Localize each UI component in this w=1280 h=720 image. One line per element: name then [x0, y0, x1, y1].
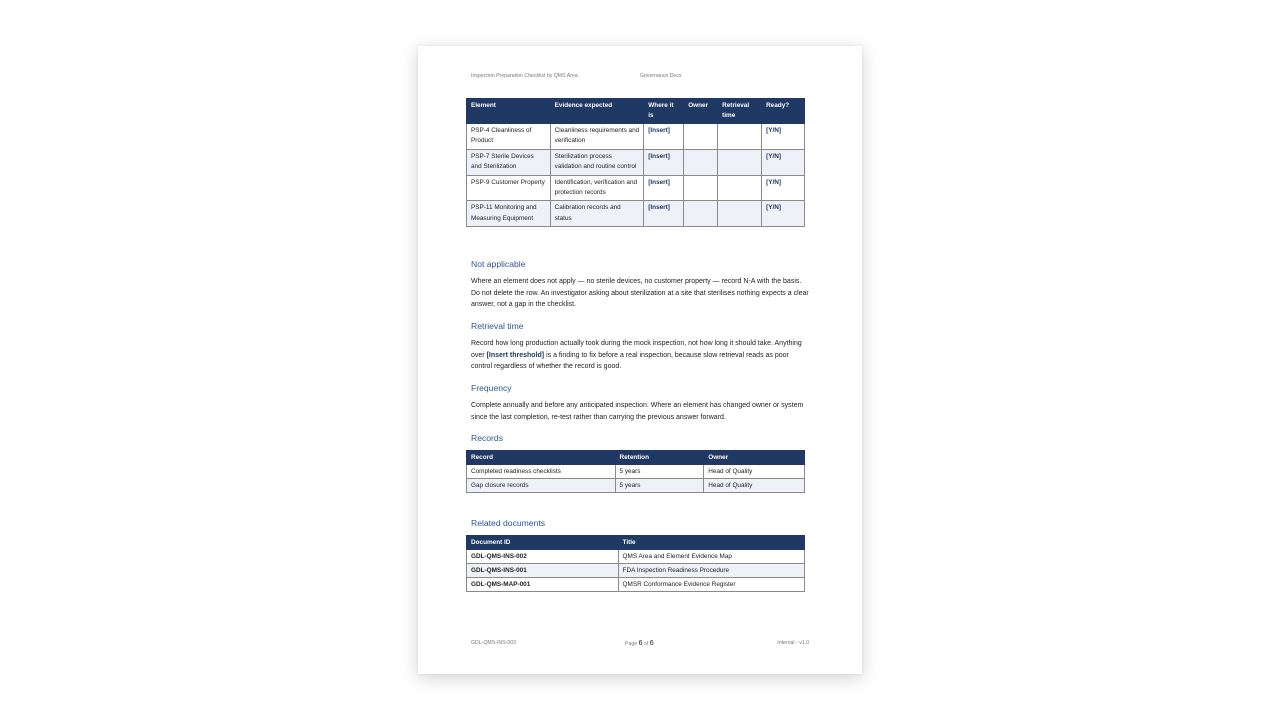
table-row	[467, 124, 805, 150]
document-title-cell: QMS Area and Element Evidence Map	[618, 550, 804, 564]
evidence-cell: Calibration records and status	[550, 201, 644, 227]
document-title-cell: QMSR Conformance Evidence Register	[618, 578, 804, 592]
column-header: Document ID	[467, 536, 619, 550]
document-id-cell: GDL-QMS-MAP-001	[467, 578, 619, 592]
retrieval-cell[interactable]	[718, 124, 762, 150]
owner-cell[interactable]	[684, 149, 718, 175]
retrieval-cell[interactable]	[718, 149, 762, 175]
paragraph-retrieval-time	[471, 338, 811, 373]
checklist-table	[466, 98, 805, 227]
owner-cell[interactable]	[684, 201, 718, 227]
element-cell: PSP-11 Monitoring and Measuring Equipment	[467, 201, 551, 227]
record-cell: Gap closure records	[467, 479, 616, 493]
footer-version: Internal - v1.0	[777, 640, 809, 646]
records-table	[466, 450, 805, 493]
table-header-row	[467, 451, 805, 465]
evidence-cell: Sterilization process validation and routine control	[550, 149, 644, 175]
owner-cell: Head of Quality	[704, 465, 805, 479]
page-total: 6	[649, 640, 654, 647]
ready-placeholder[interactable]: [Y/N]	[762, 175, 805, 201]
record-cell: Completed readiness checklists	[467, 465, 616, 479]
column-header: Where it is	[644, 99, 684, 124]
element-cell: PSP-4 Cleanliness of Product	[467, 124, 551, 150]
where-placeholder[interactable]: [Insert]	[644, 201, 684, 227]
evidence-cell: Cleanliness requirements and verification	[550, 124, 644, 150]
table-row	[467, 201, 805, 227]
header-section: Governance Docs	[640, 73, 682, 79]
table-row	[467, 479, 805, 493]
retrieval-cell[interactable]	[718, 175, 762, 201]
footer-document-id: GDL-QMS-INS-003	[471, 640, 516, 646]
related-documents-table	[466, 535, 805, 592]
element-cell: PSP-9 Customer Property	[467, 175, 551, 201]
threshold-placeholder[interactable]: [Insert threshold]	[486, 351, 545, 359]
element-cell: PSP-7 Sterile Devices and Sterilization	[467, 149, 551, 175]
retrieval-text-start: Record how long production actually took during the mock inspection, not how long it should take. Anything over	[471, 340, 802, 359]
ready-placeholder[interactable]: [Y/N]	[762, 201, 805, 227]
column-header: Owner	[704, 451, 805, 465]
owner-cell[interactable]	[684, 175, 718, 201]
of-word: of	[643, 641, 649, 647]
document-page	[418, 46, 862, 674]
table-row	[467, 175, 805, 201]
heading-related-documents: Related documents	[471, 518, 546, 528]
column-header: Retrieval time	[718, 99, 762, 124]
owner-cell[interactable]	[684, 124, 718, 150]
retention-cell: 5 years	[615, 479, 704, 493]
column-header: Record	[467, 451, 616, 465]
evidence-cell: Identification, verification and protection records	[550, 175, 644, 201]
retrieval-cell[interactable]	[718, 201, 762, 227]
where-placeholder[interactable]: [Insert]	[644, 149, 684, 175]
document-id-cell: GDL-QMS-INS-001	[467, 564, 619, 578]
retention-cell: 5 years	[615, 465, 704, 479]
page-number	[625, 640, 654, 647]
column-header: Owner	[684, 99, 718, 124]
table-row	[467, 564, 805, 578]
paragraph-frequency: Complete annually and before any anticipated inspection. Where an element has changed owner or system since the last completion, re-test rather than carrying the previous answer forward.	[471, 402, 804, 421]
retrieval-text-end: is a finding to fix before a real inspection, because slow retrieval reads as poor control regardless of whether the record is good.	[471, 351, 789, 371]
table-header-row	[467, 99, 805, 124]
page-word: Page	[625, 641, 638, 647]
where-placeholder[interactable]: [Insert]	[644, 124, 684, 150]
where-placeholder[interactable]: [Insert]	[644, 175, 684, 201]
header-title: Inspection Preparation Checklist by QMS Area	[471, 73, 578, 79]
heading-records: Records	[471, 433, 503, 443]
document-title-cell: FDA Inspection Readiness Procedure	[618, 564, 804, 578]
paragraph-not-applicable: Where an element does not apply — no sterile devices, no customer property — record N-A with the basis. Do not delete the row. An investigator asking about sterilization at a site that sterilises nothing expects a clear answer, not a gap in the checklist.	[471, 278, 809, 309]
document-id-cell: GDL-QMS-INS-002	[467, 550, 619, 564]
table-row	[467, 578, 805, 592]
heading-frequency: Frequency	[471, 383, 512, 393]
table-header-row	[467, 536, 805, 550]
owner-cell: Head of Quality	[704, 479, 805, 493]
ready-placeholder[interactable]: [Y/N]	[762, 149, 805, 175]
column-header: Evidence expected	[550, 99, 644, 124]
heading-not-applicable: Not applicable	[471, 259, 526, 269]
column-header: Element	[467, 99, 551, 124]
heading-retrieval-time: Retrieval time	[471, 321, 524, 331]
ready-placeholder[interactable]: [Y/N]	[762, 124, 805, 150]
page-current: 6	[638, 640, 643, 647]
table-row	[467, 550, 805, 564]
table-row	[467, 149, 805, 175]
table-row	[467, 465, 805, 479]
column-header: Ready?	[762, 99, 805, 124]
column-header: Title	[618, 536, 804, 550]
column-header: Retention	[615, 451, 704, 465]
